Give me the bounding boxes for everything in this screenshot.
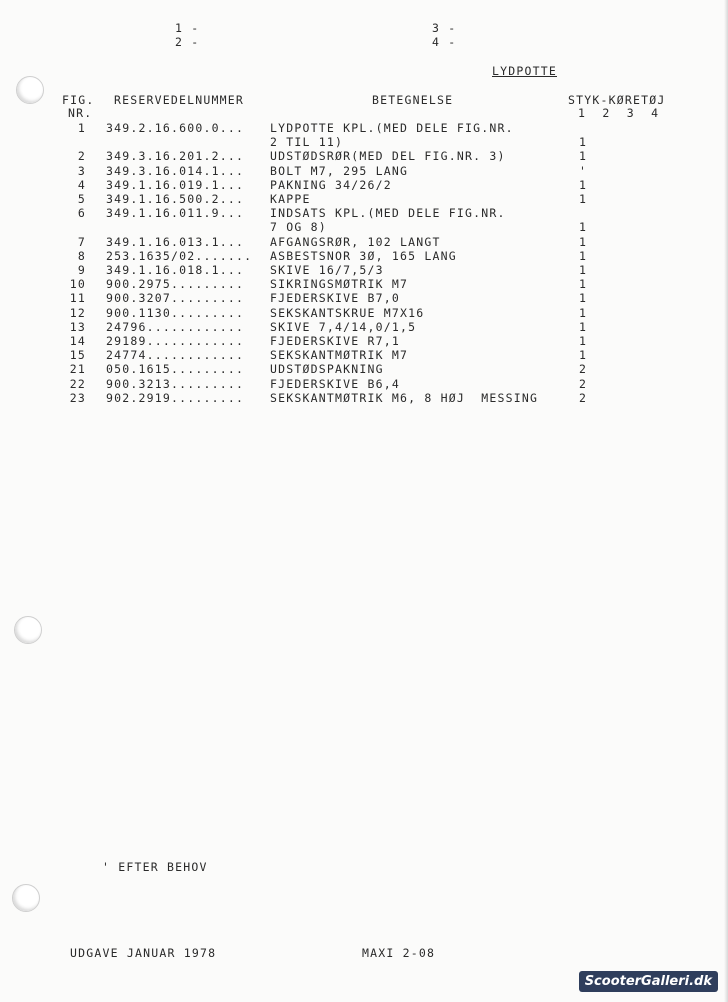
cell-fig-number: 13 <box>69 319 86 334</box>
cell-quantity: 1 <box>578 291 588 306</box>
cell-fig-number: 23 <box>69 390 86 405</box>
table-row <box>0 391 728 405</box>
cell-description: AFGANGSRØR, 102 LANGT <box>270 234 441 249</box>
cell-description: UDSTØDSPAKNING <box>270 362 384 377</box>
cell-quantity: 1 <box>578 348 588 363</box>
table-row <box>0 277 728 291</box>
table-row <box>0 178 728 192</box>
cell-description: SEKSKANTMØTRIK M6, 8 HØJ MESSING <box>270 390 539 405</box>
cell-fig-number: 22 <box>69 376 86 391</box>
cell-part-number: 349.1.16.011.9... <box>106 206 245 221</box>
table-row <box>0 149 728 163</box>
cell-quantity: 2 <box>578 376 588 391</box>
cell-description: 2 TIL 11) <box>270 135 344 150</box>
cell-part-number: 24774............ <box>106 348 245 363</box>
cell-description: SEKSKANTMØTRIK M7 <box>270 348 409 363</box>
cell-quantity: 1 <box>578 305 588 320</box>
cell-part-number: 24796............ <box>106 319 245 334</box>
table-row <box>0 306 728 320</box>
cell-part-number: 253.1635/02....... <box>106 248 253 263</box>
watermark-logo: ScooterGalleri.dk <box>579 971 718 992</box>
cell-part-number: 349.2.16.600.0... <box>106 121 245 135</box>
cell-part-number: 349.3.16.014.1... <box>106 163 245 178</box>
cell-description: LYDPOTTE KPL.(MED DELE FIG.NR. <box>270 121 514 135</box>
cell-part-number: 349.1.16.013.1... <box>106 234 245 249</box>
cell-fig-number: 2 <box>77 149 86 164</box>
cell-quantity: 2 <box>578 390 588 405</box>
header-fig: FIG. <box>62 93 95 107</box>
punch-hole-middle <box>14 616 42 644</box>
cell-fig-number: 14 <box>69 334 86 348</box>
table-row <box>0 263 728 277</box>
cell-description: FJEDERSKIVE B6,4 <box>270 376 400 391</box>
cell-part-number: 900.1130......... <box>106 305 245 320</box>
cell-description: BOLT M7, 295 LANG <box>270 163 409 178</box>
cell-description: KAPPE <box>270 192 311 206</box>
punch-hole-bottom <box>12 884 40 912</box>
cell-quantity: ' <box>578 163 588 178</box>
cell-fig-number: 12 <box>69 305 86 320</box>
header-nr: NR. <box>68 106 93 120</box>
cell-description: PAKNING 34/26/2 <box>270 177 392 192</box>
footer-page-code: MAXI 2-08 <box>362 946 436 960</box>
cell-fig-number: 21 <box>69 362 86 377</box>
cell-quantity: 2 <box>578 362 588 377</box>
cell-part-number: 349.3.16.201.2... <box>106 149 245 164</box>
cell-fig-number: 10 <box>69 277 86 292</box>
cell-part-number: 902.2919......... <box>106 390 245 405</box>
cell-part-number: 29189............ <box>106 334 245 348</box>
header-styk-koretoj: STYK-KØRETØJ <box>568 93 666 107</box>
cell-quantity: 1 <box>578 248 588 263</box>
cell-quantity: 1 <box>578 263 588 277</box>
cell-fig-number: 8 <box>77 248 86 263</box>
table-row <box>0 334 728 348</box>
cell-fig-number: 4 <box>77 177 86 192</box>
table-row <box>0 121 728 135</box>
cell-description: 7 OG 8) <box>270 220 327 235</box>
cell-fig-number: 6 <box>77 206 86 221</box>
cell-quantity: 1 <box>578 192 588 206</box>
page-marks-left: 1 - 2 - <box>175 21 200 49</box>
cell-fig-number: 7 <box>77 234 86 249</box>
cell-quantity: 1 <box>578 234 588 249</box>
cell-fig-number: 11 <box>69 291 86 306</box>
table-row <box>0 320 728 334</box>
header-reservedelnummer: RESERVEDELNUMMER <box>114 93 244 107</box>
section-title: LYDPOTTE <box>492 64 557 78</box>
cell-description: SKIVE 16/7,5/3 <box>270 263 384 277</box>
page-marks-right: 3 - 4 - <box>432 21 457 49</box>
cell-description: UDSTØDSRØR(MED DEL FIG.NR. 3) <box>270 149 506 164</box>
cell-part-number: 349.1.16.019.1... <box>106 177 245 192</box>
cell-description: SKIVE 7,4/14,0/1,5 <box>270 319 417 334</box>
cell-fig-number: 5 <box>77 192 86 206</box>
table-row <box>0 135 728 149</box>
cell-description: FJEDERSKIVE B7,0 <box>270 291 400 306</box>
cell-description: INDSATS KPL.(MED DELE FIG.NR. <box>270 206 506 221</box>
table-row <box>0 220 728 234</box>
cell-part-number: 349.1.16.500.2... <box>106 192 245 206</box>
cell-quantity: 1 <box>578 334 588 348</box>
cell-quantity: 1 <box>578 135 588 150</box>
table-row <box>0 249 728 263</box>
cell-part-number: 900.3207......... <box>106 291 245 306</box>
header-vehicle-columns: 1 2 3 4 <box>578 106 660 120</box>
cell-quantity: 1 <box>578 220 588 235</box>
cell-fig-number: 1 <box>77 121 86 135</box>
table-row <box>0 291 728 305</box>
footnote: ' EFTER BEHOV <box>102 860 208 874</box>
cell-fig-number: 9 <box>77 263 86 277</box>
cell-description: FJEDERSKIVE R7,1 <box>270 334 400 348</box>
table-row <box>0 192 728 206</box>
footer-edition: UDGAVE JANUAR 1978 <box>70 946 217 960</box>
cell-part-number: 900.2975......... <box>106 277 245 292</box>
cell-fig-number: 15 <box>69 348 86 363</box>
cell-part-number: 349.1.16.018.1... <box>106 263 245 277</box>
table-row <box>0 377 728 391</box>
cell-quantity: 1 <box>578 319 588 334</box>
cell-description: SEKSKANTSKRUE M7X16 <box>270 305 425 320</box>
cell-part-number: 900.3213......... <box>106 376 245 391</box>
cell-quantity: 1 <box>578 177 588 192</box>
cell-description: ASBESTSNOR 3Ø, 165 LANG <box>270 248 457 263</box>
cell-description: SIKRINGSMØTRIK M7 <box>270 277 409 292</box>
table-row <box>0 206 728 220</box>
cell-quantity: 1 <box>578 149 588 164</box>
punch-hole-top <box>16 76 44 104</box>
table-row <box>0 164 728 178</box>
table-row <box>0 348 728 362</box>
cell-quantity: 1 <box>578 277 588 292</box>
table-row <box>0 362 728 376</box>
cell-part-number: 050.1615......... <box>106 362 245 377</box>
table-row <box>0 235 728 249</box>
cell-fig-number: 3 <box>77 163 86 178</box>
header-betegnelse: BETEGNELSE <box>372 93 454 107</box>
